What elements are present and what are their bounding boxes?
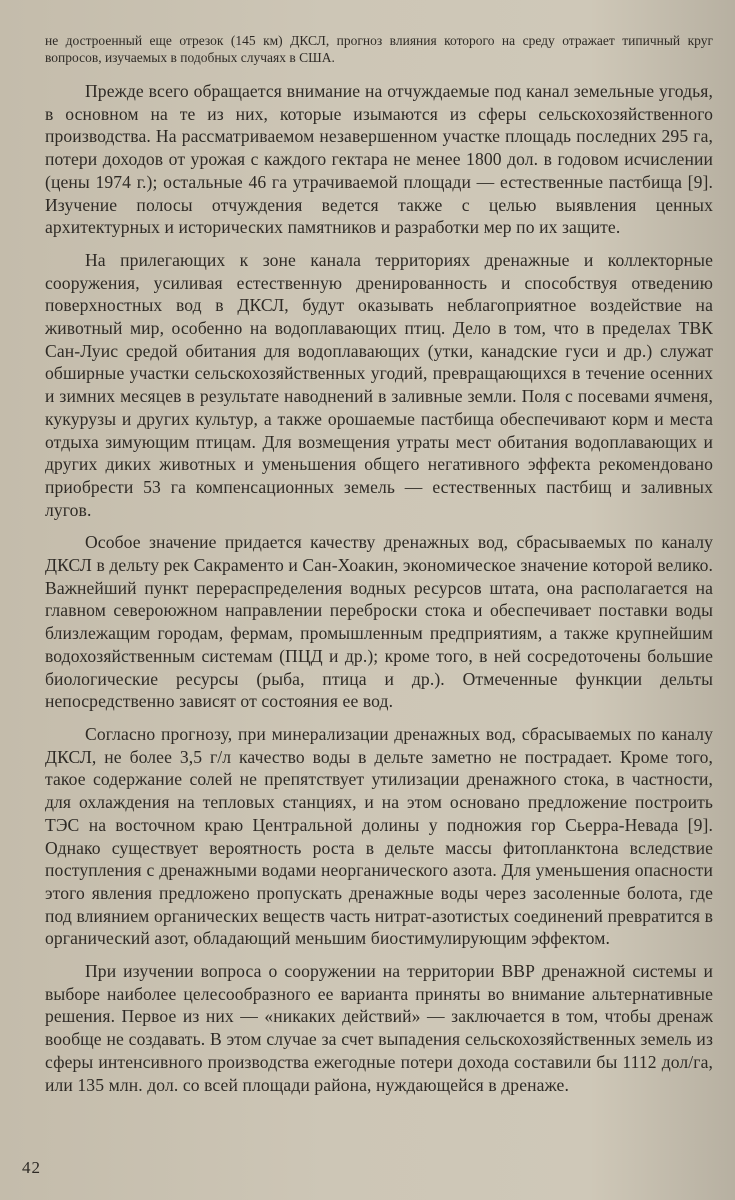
intro-block xyxy=(45,32,713,66)
intro-paragraph: не достроенный еще отрезок (145 км) ДКСЛ, прогноз влияния которого на среду отражает типичный круг вопросов, изучаемых в подобных случаях в США. xyxy=(45,33,713,65)
main-text xyxy=(45,80,713,1096)
paragraph-4: Согласно прогнозу, при минерализации дренажных вод, сбрасываемых по каналу ДКСЛ, не более 3,5 г/л качество воды в дельте заметно не пострадает. Кроме того, такое содержание солей не препятствует утилизации дренажного стока, в частности, для охлаждения на тепловых станциях, и на этом основано предложение построить ТЭС на восточном краю Центральной долины у подножия гор Сьерра-Невада [9]. Однако существует вероятность роста в дельте массы фитопланктона вследствие поступления с дренажными водами неорганического азота. Для уменьшения опасности этого явления предложено пропускать дренажные воды через засоленные болота, где под влиянием органических веществ часть нитрат-азотистых соединений превратится в органический азот, обладающий меньшим биостимулирующим эффектом. xyxy=(45,723,713,949)
paragraph-5: При изучении вопроса о сооружении на территории ВВР дренажной системы и выборе наиболее целесообразного ее варианта приняты во внимание альтернативные решения. Первое из них — «никаких действий» — заключается в том, чтобы дренаж вообще не создавать. В этом случае за счет выпадения сельскохозяйственных земель из сферы интенсивного производства ежегодные потери дохода составили бы 1112 дол/га, или 135 млн. дол. со всей площади района, нуждающейся в дренаже. xyxy=(45,961,713,1095)
page-number: 42 xyxy=(22,1158,41,1177)
paragraph-3: Особое значение придается качеству дренажных вод, сбрасываемых по каналу ДКСЛ в дельту рек Сакраменто и Сан-Хоакин, экономическое значение которой велико. Важнейший пункт перераспределения водных ресурсов штата, она располагается на главном североюжном направлении переброски стока и обеспечивает поставки воды близлежащим городам, фермам, промышленным предприятиям, а также крупнейшим водохозяйственным системам (ПЦД и др.); кроме того, в ней сосредоточены большие биологические ресурсы (рыба, птица и др.). Отмеченные функции дельты непосредственно зависят от состояния ее вод. xyxy=(45,532,713,712)
paragraph-1: Прежде всего обращается внимание на отчуждаемые под канал земельные угодья, в основном на те из них, которые изымаются из сферы сельскохозяйственного производства. На рассматриваемом незавершенном участке площадь последних 295 га, потери доходов от урожая с каждого гектара не менее 1800 дол. в годовом исчислении (цены 1974 г.); остальные 46 га утрачиваемой площади — естественные пастбища [9]. Изучение полосы отчуждения ведется также с целью выявления ценных архитектурных и исторических памятников и разработки мер по их защите. xyxy=(45,81,713,238)
paragraph-2: На прилегающих к зоне канала территориях дренажные и коллекторные сооружения, усиливая естественную дренированность и способствуя отведению поверхностных вод в ДКСЛ, будут оказывать неблагоприятное воздействие на животный мир, особенно на водоплавающих птиц. Дело в том, что в пределах ТВК Сан-Луис средой обитания для водоплавающих (утки, канадские гуси и др.) служат обширные участки сельскохозяйственных угодий, превращающихся в течение осенних и зимних месяцев в результате наводнений в заливные земли. Поля с посевами ячменя, кукурузы и других культур, а также орошаемые пастбища обеспечивают корм и места отдыха зимующим птицам. Для возмещения утраты мест обитания водоплавающих и других диких животных и уменьшения общего негативного эффекта рекомендовано приобрести 53 га компенсационных земель — естественных пастбищ и заливных лугов. xyxy=(45,249,713,520)
